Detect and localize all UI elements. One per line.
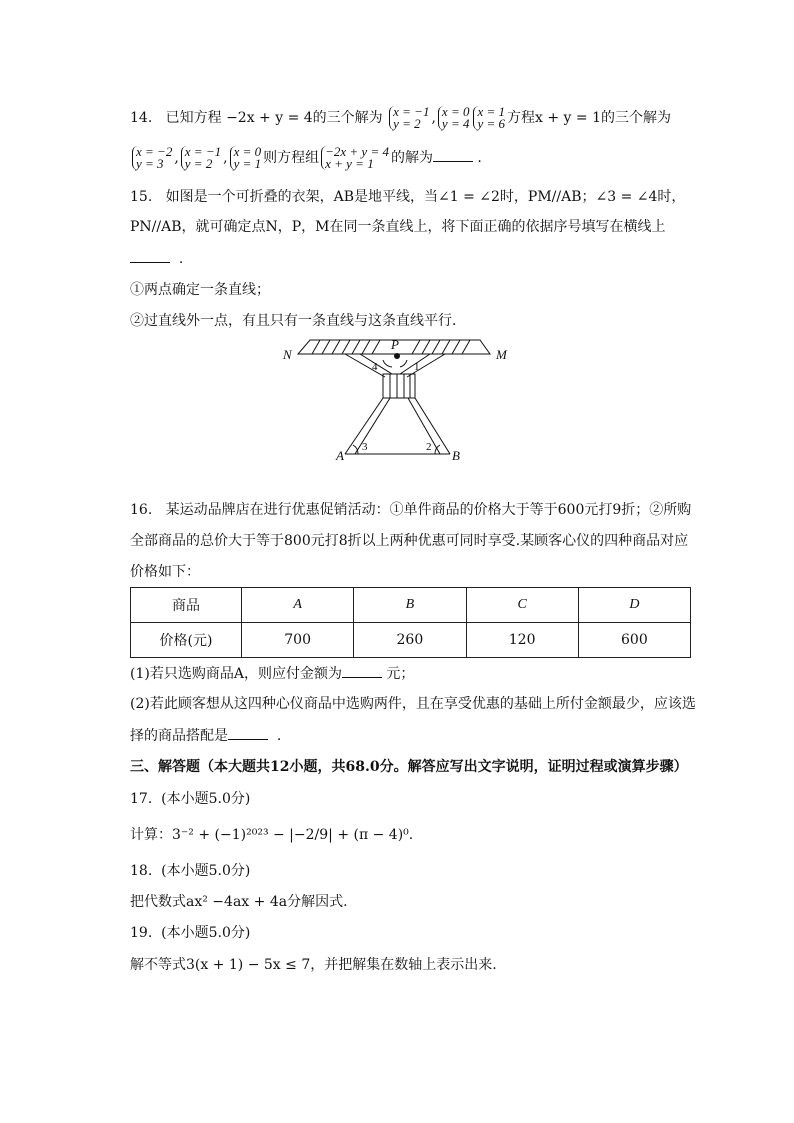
q15-line-3 (130, 248, 183, 269)
q16-number: 16. (130, 502, 153, 518)
label-m: M (496, 347, 507, 362)
section-3-heading: 三、解答题（本大题共12小题，共68.0分。解答应写出文字说明，证明过程或演算步骤） (130, 759, 688, 775)
table-header-row (131, 588, 691, 623)
q14-answer-blank[interactable] (433, 147, 473, 162)
table-row (131, 623, 691, 658)
q14-system-g: −2x + y = 4 x + y = 1 (321, 146, 389, 170)
q16-part-2-blank[interactable] (228, 725, 268, 740)
label-b: B (452, 448, 460, 463)
q16-line-2: 全部商品的总价大于等于800元打8折以上两种优惠可同时享受.某顾客心仪的四种商品对应 (130, 533, 689, 549)
q14-text-4: 的解为 (390, 150, 433, 166)
q16-part-2-text: 择的商品搭配是 (130, 728, 228, 744)
table-cell: D (578, 588, 690, 623)
angle-1-label: 1 (414, 361, 420, 373)
q14-system-e: x = −1 y = 2 (181, 146, 221, 170)
angle-4-label: 4 (372, 361, 378, 373)
q17-score: (本小题5.0分) (161, 791, 251, 807)
q15-number: 15. (130, 189, 153, 205)
q16-part-2-line-2 (130, 725, 281, 746)
table-cell: 商品 (131, 588, 242, 623)
q16-line-1 (130, 500, 691, 520)
q19-score: (本小题5.0分) (161, 925, 251, 941)
q16-line-3: 价格如下： (130, 564, 200, 580)
label-n: N (283, 347, 292, 362)
q19-header (130, 923, 250, 943)
angle-3-label: 3 (362, 441, 368, 453)
q14-number: 14. (130, 110, 153, 126)
q15-line-1 (130, 187, 685, 207)
q15-end: . (178, 251, 184, 267)
table-cell: 120 (466, 623, 578, 658)
q17-number: 17. (130, 791, 153, 807)
table-cell: B (354, 588, 466, 623)
label-a: A (336, 448, 344, 463)
q17-text: 计算：3⁻² + (−1)²⁰²³ − |−2/9| + (π − 4)⁰. (130, 827, 414, 843)
q14-system-f: x = 0 y = 1 (230, 146, 262, 170)
q15-answer-blank[interactable] (130, 248, 170, 263)
q15-option-1: ①两点确定一条直线； (130, 282, 270, 298)
q16-part-1-unit: 元； (386, 666, 415, 682)
point-p-dot (394, 353, 400, 359)
q15-option-2: ②过直线外一点，有且只有一条直线与这条直线平行． (130, 313, 466, 329)
q16-text-1: 某运动品牌店在进行优惠促销活动：①单件商品的价格大于等于600元打9折；②所购 (165, 502, 692, 518)
q16-part-1-text: (1)若只选购商品A，则应付金额为 (130, 666, 342, 682)
center-hatch (390, 374, 410, 398)
q18-text: 把代数式ax² −4ax + 4a分解因式. (130, 894, 348, 910)
price-table (130, 587, 691, 658)
q14-line-2: x = −2 y = 3 , x = −1 y = 2 , x = 0 y = 1 则方程组 −2x + y = 4 x + y = 1 的解为 . (130, 146, 482, 170)
q14-line-1: 14. 已知方程 −2x + y = 4的三个解为 x = −1 y = 2 , x = 0 y = 4 x = 1 y = 6 方程x + y = 1的三个解为 (130, 104, 671, 131)
right-leg (415, 398, 450, 454)
hanger-figure (280, 332, 520, 467)
q16-part-1 (130, 663, 414, 684)
table-cell: 700 (242, 623, 354, 658)
q15-line-2: PN//AB，就可确定点N，P，M在同一条直线上，将下面正确的依据序号填写在横线上 (130, 219, 666, 235)
table-cell: 260 (354, 623, 466, 658)
table-cell: A (242, 588, 354, 623)
q18-number: 18. (130, 863, 153, 879)
q14-system-a: x = −1 y = 2 (389, 106, 429, 130)
label-p: P (391, 337, 399, 352)
table-cell: 价格(元) (131, 623, 242, 658)
q14-text-2: 方程x + y = 1的三个解为 (507, 110, 671, 126)
angle-2-label: 2 (426, 441, 432, 453)
q19-number: 19. (130, 925, 153, 941)
q16-part-1-blank[interactable] (342, 663, 382, 678)
table-cell: 600 (578, 623, 690, 658)
table-cell: C (466, 588, 578, 623)
q14-text-3: 则方程组 (263, 150, 320, 166)
q17-header (130, 789, 250, 809)
q16-part-2-line-1: (2)若此顾客想从这四种心仪商品中选购两件，且在享受优惠的基础上所付金额最少，应该选 (130, 696, 696, 712)
q15-text-1: 如图是一个可折叠的衣架，AB是地平线，当∠1 = ∠2时，PM//AB；∠3 = ∠4时， (165, 189, 686, 205)
q14-text-1: 已知方程 −2x + y = 4的三个解为 (165, 110, 383, 126)
q18-score: (本小题5.0分) (161, 863, 251, 879)
q14-system-d: x = −2 y = 3 (132, 146, 172, 170)
q19-text: 解不等式3(x + 1) − 5x ≤ 7，并把解集在数轴上表示出来. (130, 957, 497, 973)
q14-system-b: x = 0 y = 4 (438, 106, 470, 130)
q16-part-2-end: . (276, 728, 282, 744)
q18-header (130, 861, 250, 881)
q14-system-c: x = 1 y = 6 (473, 106, 505, 130)
q14-end: . (477, 150, 482, 166)
